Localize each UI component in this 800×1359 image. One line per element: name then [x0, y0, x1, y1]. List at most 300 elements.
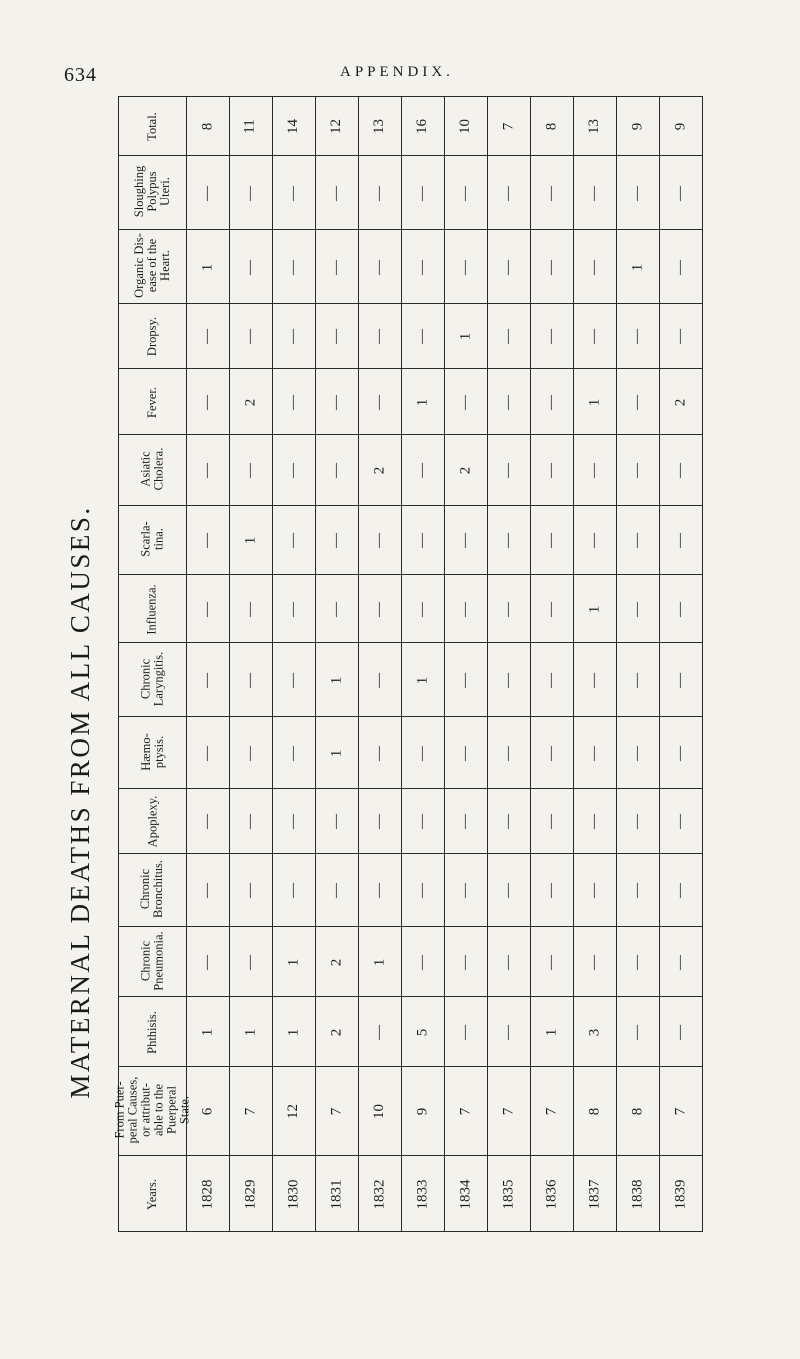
dash-mark: —	[285, 601, 302, 617]
dash-mark: —	[629, 954, 646, 970]
dash-mark: —	[543, 394, 560, 410]
table-cell	[487, 789, 530, 854]
dash-mark: —	[371, 672, 388, 688]
table-cell	[229, 506, 272, 575]
table-cell	[616, 854, 659, 927]
table-cell	[315, 230, 358, 304]
table-cell	[530, 717, 573, 789]
dash-mark: —	[414, 463, 431, 478]
dash-mark: —	[457, 185, 474, 201]
cell-value: 2	[672, 398, 689, 406]
table-cell	[616, 997, 659, 1067]
dash-mark: —	[414, 259, 431, 275]
table-cell	[530, 1156, 573, 1232]
cell-value: 1835	[500, 1179, 517, 1209]
table-cell	[530, 927, 573, 997]
dash-mark: —	[285, 533, 302, 548]
table-cell	[315, 927, 358, 997]
table-cell	[530, 575, 573, 643]
dash-mark: —	[199, 329, 216, 344]
dash-mark: —	[242, 601, 259, 617]
table-cell	[358, 575, 401, 643]
cell-value: 12	[285, 1104, 302, 1119]
table-cell	[186, 506, 229, 575]
dash-mark: —	[457, 394, 474, 410]
table-cell	[315, 156, 358, 230]
table-cell	[315, 506, 358, 575]
dash-mark: —	[328, 329, 345, 344]
column-header-label: Total.	[144, 112, 159, 141]
table-cell	[444, 435, 487, 506]
table-cell	[487, 435, 530, 506]
table-cell	[444, 506, 487, 575]
cell-value: 7	[500, 1107, 517, 1116]
table-cell	[401, 927, 444, 997]
table-cell	[186, 156, 229, 230]
table-cell	[487, 506, 530, 575]
dash-mark: —	[371, 329, 388, 344]
dash-mark: —	[242, 463, 259, 478]
table-row	[119, 575, 703, 643]
table-cell	[444, 156, 487, 230]
dash-mark: —	[242, 259, 259, 275]
cell-value: 1830	[285, 1179, 302, 1209]
table-cell	[444, 717, 487, 789]
cell-value: 1	[543, 1028, 560, 1036]
dash-mark: —	[328, 533, 345, 548]
cell-value: 3	[586, 1028, 603, 1036]
dash-mark: —	[500, 672, 517, 688]
table-cell	[616, 230, 659, 304]
cell-value: 1	[586, 605, 603, 613]
dash-mark: —	[328, 463, 345, 478]
column-header	[119, 435, 187, 506]
cell-value: 10	[457, 119, 474, 134]
table-cell	[358, 717, 401, 789]
cell-value: 7	[500, 122, 517, 131]
table-cell	[616, 575, 659, 643]
table-cell	[487, 369, 530, 435]
dash-mark: —	[242, 185, 259, 201]
dash-mark: —	[629, 601, 646, 617]
cell-value: 1	[371, 958, 388, 966]
table-cell	[229, 643, 272, 717]
table-cell	[573, 230, 616, 304]
column-header-label: Hæmo- ptysis.	[138, 732, 166, 771]
cell-value: 1	[242, 536, 259, 545]
dash-mark: —	[371, 185, 388, 201]
dash-mark: —	[199, 394, 216, 410]
dash-mark: —	[672, 533, 689, 548]
table-cell	[401, 575, 444, 643]
table-cell	[444, 97, 487, 156]
table-cell	[573, 435, 616, 506]
dash-mark: —	[500, 601, 517, 617]
dash-mark: —	[629, 1024, 646, 1040]
table-cell	[573, 1156, 616, 1232]
dash-mark: —	[371, 601, 388, 617]
cell-value: 1	[199, 263, 216, 271]
table-cell	[272, 789, 315, 854]
table-cell	[229, 230, 272, 304]
table-cell	[358, 854, 401, 927]
table-cell	[616, 1156, 659, 1232]
dash-mark: —	[500, 533, 517, 548]
table-row	[119, 1067, 703, 1156]
dash-mark: —	[414, 954, 431, 970]
column-header	[119, 369, 187, 435]
table-cell	[487, 717, 530, 789]
table-cell	[659, 156, 702, 230]
table-cell	[616, 304, 659, 369]
dash-mark: —	[457, 601, 474, 617]
table-cell	[401, 156, 444, 230]
cell-value: 1	[242, 1028, 259, 1036]
column-header	[119, 304, 187, 369]
table-cell	[616, 97, 659, 156]
dash-mark: —	[414, 601, 431, 617]
cell-value: 1	[457, 332, 474, 341]
table-cell	[487, 997, 530, 1067]
dash-mark: —	[242, 883, 259, 898]
cell-value: 11	[242, 119, 259, 134]
dash-mark: —	[328, 394, 345, 410]
table-row	[119, 506, 703, 575]
dash-mark: —	[285, 394, 302, 410]
dash-mark: —	[629, 463, 646, 478]
dash-mark: —	[629, 672, 646, 688]
cell-value: 13	[371, 119, 388, 134]
column-header	[119, 717, 187, 789]
dash-mark: —	[586, 185, 603, 201]
cell-value: 8	[199, 122, 216, 131]
table-cell	[358, 1067, 401, 1156]
cell-value: 1836	[543, 1179, 560, 1209]
table-cell	[530, 789, 573, 854]
cell-value: 1	[285, 1028, 302, 1036]
dash-mark: —	[543, 329, 560, 344]
table-cell	[401, 304, 444, 369]
cell-value: 2	[371, 466, 388, 475]
column-header-label: Chronic Laryngitis.	[138, 651, 166, 706]
table-cell	[229, 97, 272, 156]
column-header	[119, 156, 187, 230]
table-cell	[401, 1067, 444, 1156]
cell-value: 13	[586, 119, 603, 134]
maternal-deaths-table	[112, 96, 703, 1232]
column-header-label: Chronic Pneumonia.	[138, 930, 166, 991]
table-cell	[573, 304, 616, 369]
cell-value: 8	[543, 122, 560, 131]
table-cell	[358, 435, 401, 506]
dash-mark: —	[500, 329, 517, 344]
dash-mark: —	[371, 814, 388, 829]
table-cell	[315, 1156, 358, 1232]
column-header-label: Asiatic Cholera.	[138, 447, 166, 491]
table-cell	[315, 369, 358, 435]
column-header-label: Scarla- tina.	[138, 521, 166, 557]
dash-mark: —	[414, 745, 431, 761]
table-cell	[315, 717, 358, 789]
cell-value: 12	[328, 119, 345, 134]
dash-mark: —	[672, 259, 689, 275]
table-cell	[659, 506, 702, 575]
table-cell	[186, 643, 229, 717]
column-header	[119, 230, 187, 304]
dash-mark: —	[543, 883, 560, 898]
table-cell	[444, 1156, 487, 1232]
table-cell	[616, 369, 659, 435]
column-header	[119, 506, 187, 575]
dash-mark: —	[371, 533, 388, 548]
dash-mark: —	[500, 463, 517, 478]
table-cell	[444, 854, 487, 927]
dash-mark: —	[285, 259, 302, 275]
cell-value: 7	[457, 1107, 474, 1116]
table-cell	[272, 369, 315, 435]
dash-mark: —	[629, 394, 646, 410]
cell-value: 6	[199, 1107, 216, 1116]
table-cell	[530, 369, 573, 435]
table-cell	[444, 997, 487, 1067]
table-cell	[659, 230, 702, 304]
table-cell	[358, 1156, 401, 1232]
table-cell	[659, 717, 702, 789]
table-cell	[229, 789, 272, 854]
dash-mark: —	[414, 814, 431, 829]
cell-value: 9	[414, 1107, 431, 1116]
table-cell	[659, 643, 702, 717]
table-cell	[186, 435, 229, 506]
dash-mark: —	[586, 533, 603, 548]
dash-mark: —	[242, 329, 259, 344]
table-cell	[315, 435, 358, 506]
dash-mark: —	[285, 814, 302, 829]
table-cell	[444, 789, 487, 854]
table-cell	[186, 230, 229, 304]
table-cell	[616, 927, 659, 997]
dash-mark: —	[543, 745, 560, 761]
table-cell	[487, 643, 530, 717]
cell-value: 7	[328, 1107, 345, 1116]
cell-value: 2	[242, 398, 259, 406]
table-cell	[444, 575, 487, 643]
dash-mark: —	[543, 185, 560, 201]
table-row	[119, 854, 703, 927]
cell-value: 7	[543, 1107, 560, 1116]
table-cell	[401, 1156, 444, 1232]
running-head: APPENDIX.	[340, 64, 454, 80]
table-cell	[659, 789, 702, 854]
table-cell	[186, 369, 229, 435]
table-cell	[229, 435, 272, 506]
dash-mark: —	[500, 745, 517, 761]
table-cell	[272, 1067, 315, 1156]
dash-mark: —	[543, 463, 560, 478]
column-header	[119, 927, 187, 997]
table-cell	[401, 717, 444, 789]
dash-mark: —	[414, 185, 431, 201]
table-cell	[616, 1067, 659, 1156]
dash-mark: —	[414, 533, 431, 548]
column-header	[119, 97, 187, 156]
table-row	[119, 435, 703, 506]
dash-mark: —	[285, 883, 302, 898]
table-cell	[272, 997, 315, 1067]
dash-mark: —	[586, 954, 603, 970]
table-cell	[530, 435, 573, 506]
dash-mark: —	[457, 533, 474, 548]
table-cell	[659, 854, 702, 927]
table-cell	[530, 1067, 573, 1156]
dash-mark: —	[328, 185, 345, 201]
table-cell	[315, 854, 358, 927]
page-number: 634	[64, 64, 97, 86]
table-cell	[487, 1156, 530, 1232]
table-cell	[229, 369, 272, 435]
table-cell	[487, 156, 530, 230]
table-cell	[272, 717, 315, 789]
table-cell	[186, 927, 229, 997]
dash-mark: —	[672, 814, 689, 829]
dash-mark: —	[328, 814, 345, 829]
dash-mark: —	[457, 954, 474, 970]
table-cell	[573, 717, 616, 789]
table-cell	[444, 1067, 487, 1156]
cell-value: 10	[371, 1104, 388, 1119]
cell-value: 9	[629, 122, 646, 131]
dash-mark: —	[500, 1024, 517, 1040]
table-cell	[573, 997, 616, 1067]
table-cell	[444, 369, 487, 435]
table-cell	[229, 1156, 272, 1232]
cell-value: 1832	[371, 1179, 388, 1209]
dash-mark: —	[242, 954, 259, 970]
table-cell	[229, 997, 272, 1067]
dash-mark: —	[199, 745, 216, 761]
cell-value: 1	[285, 958, 302, 966]
table-cell	[186, 304, 229, 369]
cell-value: 16	[414, 119, 431, 134]
table-cell	[530, 230, 573, 304]
table-cell	[358, 643, 401, 717]
table-cell	[229, 854, 272, 927]
cell-value: 1838	[629, 1179, 646, 1209]
table-cell	[573, 506, 616, 575]
table-cell	[401, 369, 444, 435]
table-cell	[401, 854, 444, 927]
cell-value: 1	[414, 398, 431, 406]
dash-mark: —	[199, 533, 216, 548]
dash-mark: —	[500, 954, 517, 970]
dash-mark: —	[285, 185, 302, 201]
table-cell	[229, 717, 272, 789]
cell-value: 1	[199, 1028, 216, 1036]
table-cell	[616, 717, 659, 789]
table-cell	[659, 304, 702, 369]
table-cell	[186, 789, 229, 854]
dash-mark: —	[328, 601, 345, 617]
table-row	[119, 230, 703, 304]
dash-mark: —	[586, 329, 603, 344]
column-header-label: Phthisis.	[144, 1010, 159, 1054]
table-cell	[487, 927, 530, 997]
column-header	[119, 1156, 187, 1232]
table-cell	[358, 230, 401, 304]
table-row	[119, 369, 703, 435]
table-cell	[444, 643, 487, 717]
table-cell	[186, 717, 229, 789]
table-cell	[272, 1156, 315, 1232]
table-cell	[401, 230, 444, 304]
table-row	[119, 1156, 703, 1232]
table-cell	[573, 1067, 616, 1156]
table-cell	[272, 230, 315, 304]
table-cell	[229, 304, 272, 369]
dash-mark: —	[672, 954, 689, 970]
dash-mark: —	[500, 259, 517, 275]
cell-value: 2	[457, 466, 474, 475]
table-cell	[487, 854, 530, 927]
table-cell	[444, 304, 487, 369]
dash-mark: —	[371, 745, 388, 761]
dash-mark: —	[672, 672, 689, 688]
cell-value: 5	[414, 1028, 431, 1036]
table-cell	[401, 997, 444, 1067]
dash-mark: —	[586, 883, 603, 898]
cell-value: 8	[629, 1107, 646, 1116]
table-cell	[573, 927, 616, 997]
table-cell	[573, 369, 616, 435]
table-cell	[487, 575, 530, 643]
table-cell	[186, 854, 229, 927]
dash-mark: —	[586, 814, 603, 829]
table-cell	[573, 643, 616, 717]
table-row	[119, 789, 703, 854]
dash-mark: —	[371, 883, 388, 898]
column-header	[119, 575, 187, 643]
dash-mark: —	[629, 185, 646, 201]
table-cell	[616, 435, 659, 506]
table-cell	[272, 506, 315, 575]
table-row	[119, 717, 703, 789]
table-cell	[573, 156, 616, 230]
dash-mark: —	[629, 814, 646, 829]
table-cell	[229, 1067, 272, 1156]
column-header	[119, 854, 187, 927]
table-cell	[401, 506, 444, 575]
cell-value: 7	[242, 1107, 259, 1116]
dash-mark: —	[672, 601, 689, 617]
dash-mark: —	[242, 745, 259, 761]
cell-value: 1	[586, 398, 603, 406]
dash-mark: —	[199, 672, 216, 688]
cell-value: 1839	[672, 1179, 689, 1209]
column-header-label: Fever.	[144, 386, 159, 418]
table-cell	[401, 789, 444, 854]
dash-mark: —	[457, 883, 474, 898]
table-cell	[272, 156, 315, 230]
table-cell	[229, 156, 272, 230]
dash-mark: —	[629, 883, 646, 898]
table-cell	[186, 575, 229, 643]
cell-value: 1829	[242, 1179, 259, 1209]
table-cell	[659, 97, 702, 156]
dash-mark: —	[457, 814, 474, 829]
dash-mark: —	[457, 1024, 474, 1040]
table-cell	[616, 789, 659, 854]
table-row	[119, 927, 703, 997]
